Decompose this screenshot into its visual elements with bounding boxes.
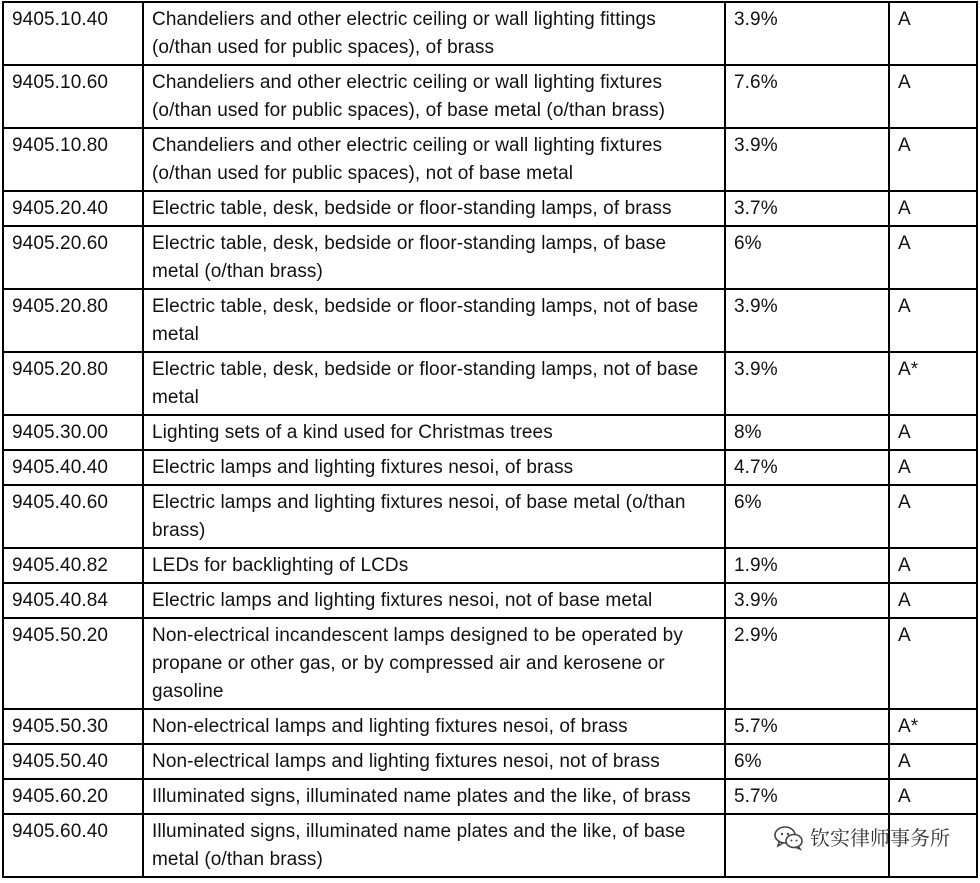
duty-rate-cell: 3.7% xyxy=(725,191,889,226)
description-cell: Electric lamps and lighting fixtures nesoi, of base metal (o/than brass) xyxy=(143,485,725,548)
table-row xyxy=(3,2,977,65)
duty-rate-cell: 5.7% xyxy=(725,709,889,744)
duty-rate-cell: 3.9% xyxy=(725,2,889,65)
description-cell: Non-electrical lamps and lighting fixtures nesoi, not of brass xyxy=(143,744,725,779)
description-cell: Non-electrical lamps and lighting fixtures nesoi, of brass xyxy=(143,709,725,744)
table-row xyxy=(3,289,977,352)
hts-code-cell: 9405.50.20 xyxy=(3,618,143,709)
hts-code-cell: 9405.40.40 xyxy=(3,450,143,485)
hts-code-cell: 9405.20.60 xyxy=(3,226,143,289)
duty-rate-cell: 3.9% xyxy=(725,128,889,191)
table-row xyxy=(3,415,977,450)
hts-code-cell: 9405.20.40 xyxy=(3,191,143,226)
duty-rate-cell: 3.9% xyxy=(725,352,889,415)
description-cell: Electric lamps and lighting fixtures nesoi, of brass xyxy=(143,450,725,485)
description-cell: Electric table, desk, bedside or floor-standing lamps, not of base metal xyxy=(143,352,725,415)
hts-code-cell: 9405.60.40 xyxy=(3,814,143,877)
table-row xyxy=(3,65,977,128)
category-cell: A xyxy=(889,548,977,583)
hts-code-cell: 9405.10.40 xyxy=(3,2,143,65)
duty-rate-cell: 8% xyxy=(725,415,889,450)
table-row xyxy=(3,548,977,583)
category-cell: A xyxy=(889,485,977,548)
duty-rate-cell: 2.9% xyxy=(725,618,889,709)
hts-code-cell: 9405.20.80 xyxy=(3,289,143,352)
hts-code-cell: 9405.10.80 xyxy=(3,128,143,191)
duty-rate-cell: 3.9% xyxy=(725,583,889,618)
category-cell: A xyxy=(889,583,977,618)
description-cell: Lighting sets of a kind used for Christmas trees xyxy=(143,415,725,450)
table-row xyxy=(3,352,977,415)
category-cell: A xyxy=(889,191,977,226)
category-cell: A xyxy=(889,415,977,450)
description-cell: Chandeliers and other electric ceiling or wall lighting fixtures (o/than used for public spaces), not of base metal xyxy=(143,128,725,191)
category-cell: A* xyxy=(889,352,977,415)
hts-code-cell: 9405.50.30 xyxy=(3,709,143,744)
category-cell: A xyxy=(889,744,977,779)
description-cell: LEDs for backlighting of LCDs xyxy=(143,548,725,583)
table-row xyxy=(3,485,977,548)
duty-rate-cell xyxy=(725,814,889,877)
table-row xyxy=(3,128,977,191)
hts-code-cell: 9405.20.80 xyxy=(3,352,143,415)
table-row xyxy=(3,583,977,618)
hts-code-cell: 9405.50.40 xyxy=(3,744,143,779)
duty-rate-cell: 3.9% xyxy=(725,289,889,352)
duty-rate-cell: 4.7% xyxy=(725,450,889,485)
duty-rate-cell: 6% xyxy=(725,226,889,289)
hts-code-cell: 9405.60.20 xyxy=(3,779,143,814)
table-row xyxy=(3,226,977,289)
tariff-table xyxy=(2,1,978,878)
hts-code-cell: 9405.40.60 xyxy=(3,485,143,548)
category-cell: A xyxy=(889,65,977,128)
table-row xyxy=(3,191,977,226)
category-cell: A xyxy=(889,226,977,289)
category-cell: A xyxy=(889,289,977,352)
hts-code-cell: 9405.10.60 xyxy=(3,65,143,128)
description-cell: Electric table, desk, bedside or floor-standing lamps, of base metal (o/than brass) xyxy=(143,226,725,289)
category-cell: A xyxy=(889,128,977,191)
category-cell xyxy=(889,814,977,877)
duty-rate-cell: 6% xyxy=(725,485,889,548)
tariff-table-body xyxy=(3,2,977,877)
description-cell: Chandeliers and other electric ceiling or wall lighting fixtures (o/than used for public spaces), of base metal (o/than brass) xyxy=(143,65,725,128)
category-cell: A xyxy=(889,2,977,65)
table-row xyxy=(3,814,977,877)
category-cell: A xyxy=(889,779,977,814)
hts-code-cell: 9405.40.84 xyxy=(3,583,143,618)
description-cell: Electric table, desk, bedside or floor-standing lamps, not of base metal xyxy=(143,289,725,352)
description-cell: Illuminated signs, illuminated name plates and the like, of base metal (o/than brass) xyxy=(143,814,725,877)
table-row xyxy=(3,744,977,779)
category-cell: A xyxy=(889,450,977,485)
table-row xyxy=(3,779,977,814)
duty-rate-cell: 1.9% xyxy=(725,548,889,583)
description-cell: Illuminated signs, illuminated name plates and the like, of brass xyxy=(143,779,725,814)
duty-rate-cell: 7.6% xyxy=(725,65,889,128)
duty-rate-cell: 5.7% xyxy=(725,779,889,814)
table-row xyxy=(3,450,977,485)
category-cell: A* xyxy=(889,709,977,744)
description-cell: Non-electrical incandescent lamps designed to be operated by propane or other gas, or by compressed air and kerosene or gasoline xyxy=(143,618,725,709)
table-row xyxy=(3,618,977,709)
table-row xyxy=(3,709,977,744)
watermark-text: 钦实律师事务所 xyxy=(810,826,950,850)
hts-code-cell: 9405.40.82 xyxy=(3,548,143,583)
description-cell: Electric lamps and lighting fixtures nesoi, not of base metal xyxy=(143,583,725,618)
description-cell: Chandeliers and other electric ceiling or wall lighting fittings (o/than used for public spaces), of brass xyxy=(143,2,725,65)
category-cell: A xyxy=(889,618,977,709)
description-cell: Electric table, desk, bedside or floor-standing lamps, of brass xyxy=(143,191,725,226)
hts-code-cell: 9405.30.00 xyxy=(3,415,143,450)
duty-rate-cell: 6% xyxy=(725,744,889,779)
